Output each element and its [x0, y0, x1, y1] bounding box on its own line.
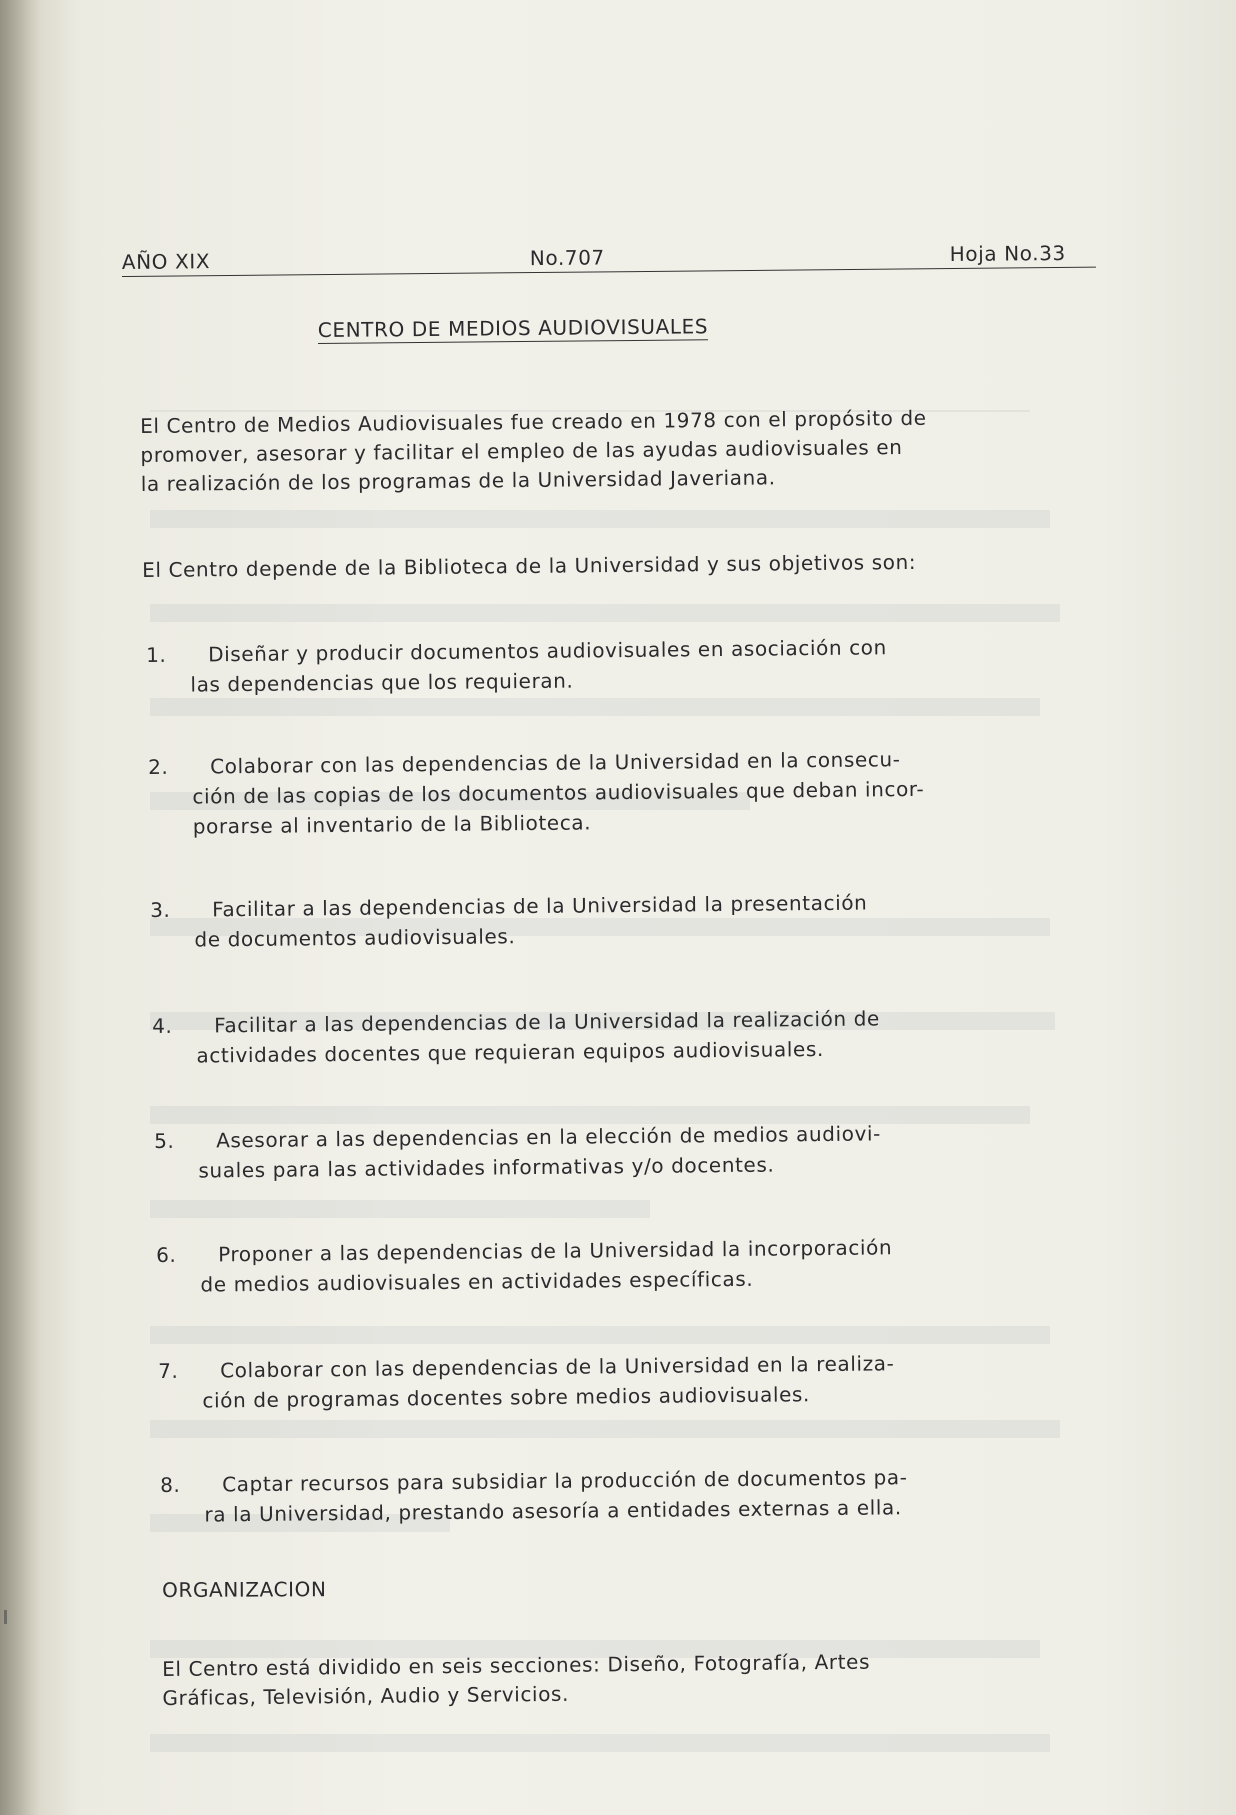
- objective-number: 2.: [148, 754, 169, 779]
- objective-number: 6.: [156, 1242, 177, 1267]
- page-header: [122, 237, 1096, 277]
- objective-line: ción de las copias de los documentos audiovisuales que deban incor-: [192, 776, 925, 809]
- objective-line: ción de programas docentes sobre medios audiovisuales.: [202, 1382, 811, 1413]
- organization-paragraph: [162, 1648, 870, 1713]
- objective-number: 3.: [150, 897, 171, 922]
- objective-number: 5.: [154, 1128, 175, 1153]
- objectives-intro: [142, 548, 916, 585]
- header-number: No.707: [529, 245, 605, 271]
- objective-line: Colaborar con las dependencias de la Universidad en la realiza-: [220, 1351, 895, 1383]
- objective-line: Facilitar a las dependencias de la Universidad la realización de: [214, 1006, 881, 1038]
- objective-line: porarse al inventario de la Biblioteca.: [192, 810, 592, 839]
- objective-line: suales para las actividades informativas y/o docentes.: [198, 1152, 775, 1183]
- header-year: AÑO XIX: [121, 249, 211, 275]
- objective-line: Diseñar y producir documentos audiovisuales en asociación con: [208, 635, 887, 667]
- objective-line: Captar recursos para subsidiar la producción de documentos pa-: [222, 1465, 908, 1497]
- objective-line: de medios audiovisuales en actividades específicas.: [200, 1266, 754, 1297]
- objective-number: 8.: [160, 1472, 181, 1497]
- objective-line: actividades docentes que requieran equipos audiovisuales.: [196, 1036, 824, 1068]
- objectives-intro-text: El Centro depende de la Biblioteca de la Universidad y sus objetivos son:: [142, 549, 917, 582]
- objective-number: 4.: [152, 1013, 173, 1038]
- objective-number: 1.: [146, 642, 167, 667]
- intro-line: promover, asesorar y facilitar el empleo de las ayudas audiovisuales en: [140, 435, 903, 467]
- header-sheet: Hoja No.33: [949, 240, 1066, 267]
- intro-line: El Centro de Medios Audiovisuales fue creado en 1978 con el propósito de: [140, 405, 927, 438]
- objective-line: Colaborar con las dependencias de la Universidad en la consecu-: [210, 747, 901, 779]
- objective-line: las dependencias que los requieran.: [190, 668, 574, 697]
- organization-line: El Centro está dividido en seis secciones: Diseño, Fotografía, Artes: [162, 1649, 871, 1681]
- objective-line: ra la Universidad, prestando asesoría a entidades externas a ella.: [204, 1495, 902, 1527]
- objective-line: Asesorar a las dependencias en la elección de medios audiovi-: [216, 1121, 882, 1153]
- objective-line: Proponer a las dependencias de la Universidad la incorporación: [218, 1235, 893, 1267]
- page-title: CENTRO DE MEDIOS AUDIOVISUALES: [317, 314, 709, 343]
- organization-line: Gráficas, Televisión, Audio y Servicios.: [162, 1681, 570, 1710]
- scan-edge-mark: [4, 1610, 7, 1624]
- objective-line: de documentos audiovisuales.: [194, 924, 516, 952]
- intro-line: la realización de los programas de la Universidad Javeriana.: [140, 465, 776, 496]
- objective-line: Facilitar a las dependencias de la Universidad la presentación: [212, 890, 868, 922]
- objective-number: 7.: [158, 1358, 179, 1383]
- organization-heading: ORGANIZACION: [162, 1577, 327, 1602]
- intro-paragraph: [140, 404, 927, 499]
